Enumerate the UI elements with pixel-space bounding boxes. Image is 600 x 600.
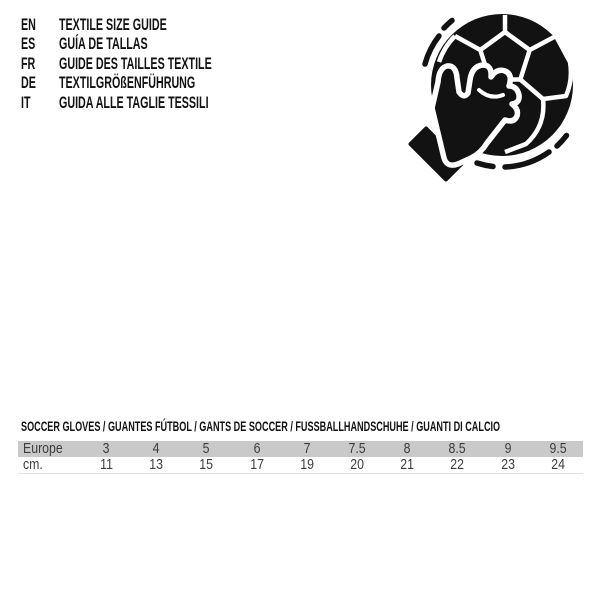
size-value-cell: 9.5 (549, 441, 567, 457)
language-list (21, 15, 301, 113)
language-label: TEXTILGRÖßENFÜHRUNG (59, 73, 196, 93)
size-value-cell: 19 (299, 457, 314, 473)
size-row-label: cm. (23, 457, 43, 473)
size-value-cell: 8 (403, 441, 411, 457)
language-label: TEXTILE SIZE GUIDE (59, 14, 167, 34)
language-row (21, 93, 301, 113)
language-label: GUIDE DES TAILLES TEXTILE (59, 53, 212, 73)
size-value-cell: 13 (149, 457, 164, 473)
language-code: DE (21, 73, 36, 93)
language-label: GUÍA DE TALLAS (59, 34, 148, 54)
size-value-cell: 21 (400, 457, 415, 473)
size-value-cell: 20 (350, 457, 364, 473)
size-value-cell: 22 (450, 457, 465, 473)
size-value-cell: 23 (500, 457, 515, 473)
language-code: ES (21, 34, 36, 54)
size-value-cell: 24 (550, 457, 565, 473)
language-code: IT (21, 92, 31, 112)
language-row (21, 54, 301, 74)
size-value-cell: 17 (249, 457, 264, 473)
size-value-cell: 4 (152, 441, 160, 457)
size-value-cell: 3 (102, 441, 110, 457)
language-code: EN (21, 14, 36, 34)
size-value-cell: 6 (253, 441, 261, 457)
size-value-cell: 11 (99, 457, 113, 473)
size-value-cell: 5 (203, 441, 210, 457)
language-row (21, 74, 301, 94)
size-table (18, 441, 583, 474)
size-value-cell: 9 (504, 441, 512, 457)
size-table-row (18, 441, 583, 457)
language-row (21, 35, 301, 55)
size-value-cell: 7 (303, 441, 311, 457)
size-value-cell: 15 (199, 457, 214, 473)
language-label: GUIDA ALLE TAGLIE TESSILI (59, 92, 209, 112)
product-size-heading: SOCCER GLOVES / GUANTES FÚTBOL / GANTS DE SOCCER / FUSSBALLHANDSCHUHE / GUANTI DI CALCIO (21, 418, 501, 434)
size-value-cell: 8.5 (448, 441, 466, 457)
size-row-label: Europe (23, 441, 63, 457)
goalkeeper-glove-soccer-ball-icon (405, 5, 575, 190)
size-table-row (18, 457, 583, 474)
language-code: FR (21, 53, 36, 73)
size-value-cell: 7.5 (348, 441, 366, 457)
language-row (21, 15, 301, 35)
